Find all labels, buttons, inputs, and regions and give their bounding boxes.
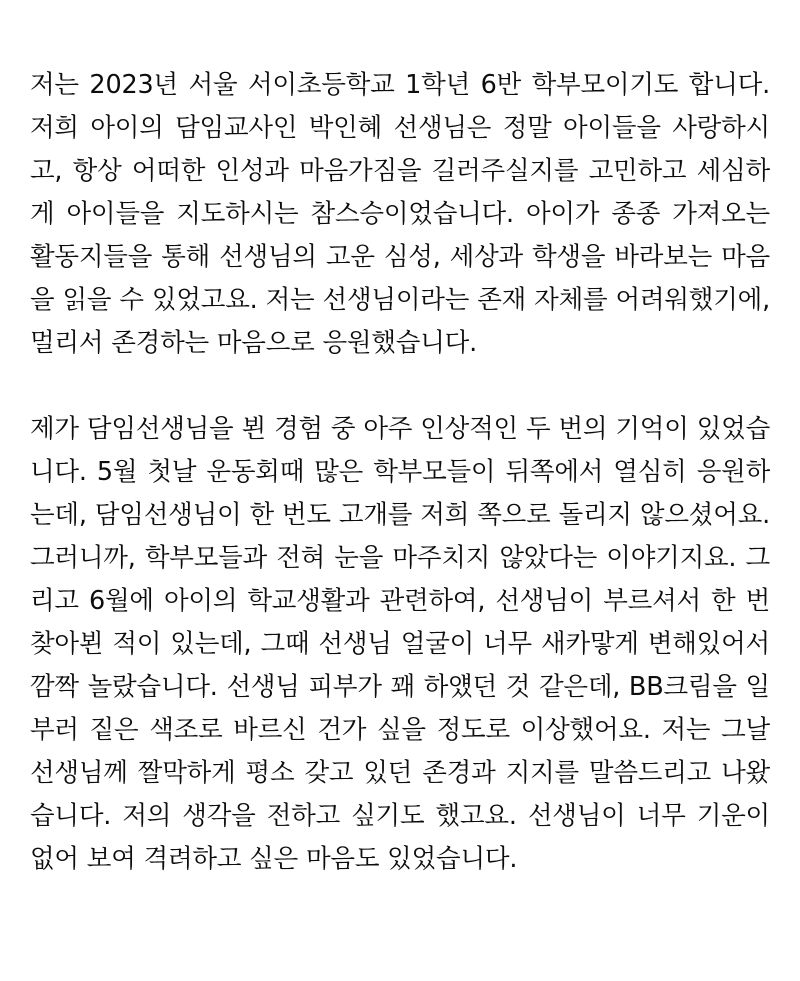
article-body xyxy=(30,64,770,881)
paragraph-1: 저는 2023년 서울 서이초등학교 1학년 6반 학부모이기도 합니다. 저희 아이의 담임교사인 박인혜 선생님은 정말 아이들을 사랑하시고, 항상 어떠한 인성과 마음가짐을 길러주실지를 고민하고 세심하게 아이들을 지도하시는 참스승이었습니다. 아이가 종종 가져오는 활동지들을 통해 선생님의 고운 심성, 세상과 학생을 바라보는 마음을 읽을 수 있었고요. 저는 선생님이라는 존재 자체를 어려워했기에, 멀리서 존경하는 마음으로 응원했습니다. xyxy=(30,70,770,358)
paragraph-2: 제가 담임선생님을 뵌 경험 중 아주 인상적인 두 번의 기억이 있었습니다. 5월 첫날 운동회때 많은 학부모들이 뒤쪽에서 열심히 응원하는데, 담임선생님이 한 번도 고개를 저희 쪽으로 돌리지 않으셨어요. 그러니까, 학부모들과 전혀 눈을 마주치지 않았다는 이야기지요. 그리고 6월에 아이의 학교생활과 관련하여, 선생님이 부르셔서 한 번 찾아뵌 적이 있는데, 그때 선생님 얼굴이 너무 새카맣게 변해있어서 깜짝 놀랐습니다. 선생님 피부가 꽤 하얬던 것 같은데, BB크림을 일부러 짙은 색조로 바르신 건가 싶을 정도로 이상했어요. 저는 그날 선생님께 짤막하게 평소 갖고 있던 존경과 지지를 말씀드리고 나왔습니다. 저의 생각을 전하고 싶기도 했고요. 선생님이 너무 기운이 없어 보여 격려하고 싶은 마음도 있었습니다. xyxy=(30,414,770,874)
